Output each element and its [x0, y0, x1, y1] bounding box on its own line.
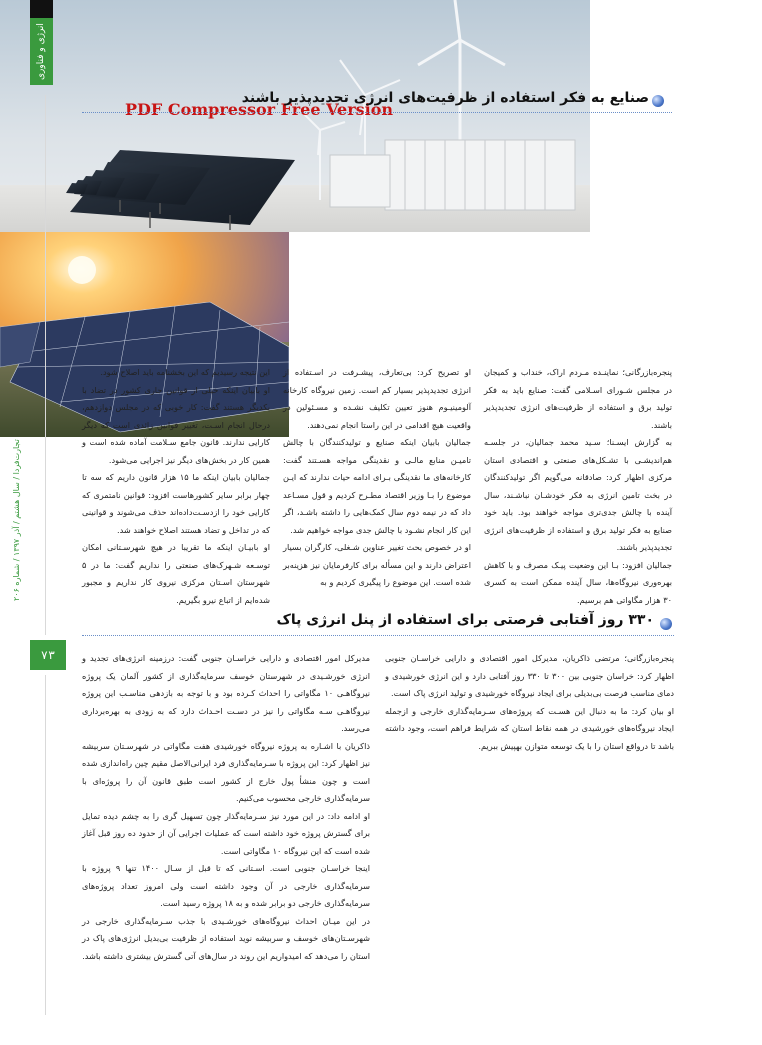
issue-info-label: تجارت‌فردا / سال هشتم / آذر ۱۳۹۷ / شماره ۲۰۶	[12, 439, 21, 601]
paragraph: او در خصوص بحث تغییر عناوین شـغلی، کارگران بسیار اعتراض دارند و این مسأله برای کارفرمایان نیز هزینه‌بر شده است. این موضوع را پیگیری کردیم و به	[283, 542, 471, 587]
section-tab-cap	[30, 0, 53, 18]
section-tab-label: انرژی و فناوری	[36, 23, 46, 80]
paragraph: او تصریح کرد: بی‌تعارف، پیشـرفت در اسـتفاده از انرژی تجدیدپذیر بسیار کم است. زمین نیروگاه کارخانه آلومینیـوم هنوز تعیین تکلیف نشـده و مسـئولین در واقعیت هیچ اقدامی در این راستا انجام نمی‌دهند.	[283, 367, 471, 430]
paragraph: پنجره‌بازرگانی؛ نماینـده مـردم اراک، خنداب و کمیجان در مجلس شـورای اسـلامی گفت: صنایع باید به فکر تولید برق و استفاده از ظرفیت‌های انرژی تجدیدپذیر باشند.	[484, 367, 672, 430]
paragraph: او بابیان اینکه خیلی از قوانین جاری کشور در تضاد با یکدیگر هستند گفت: کار خوبی که در مجلس دوازدهم، درحال انجام اسـت، تغییر قوانین زائدی است که دیگر کارایی ندارند. قانون جامع سـلامت آماده شده است و همین کار در بخش‌های دیگر نیز اجرایی می‌شود.	[82, 384, 270, 465]
paragraph: جمالیان بابیان اینکه صنایع و تولیدکنندگان با چالش تامیـن منابع مالـی و نقدینگی مواجه هسـتند گفت: کارخانه‌های ما نقدینگی بـرای ادامه حیات ندارند که ایـن موضوع را بـا وزیر اقتصاد مطـرح کردیم و قول مسـاعد داد که در نیمه دوم سال کمک‌هایی را داشته باشـد، اگر این کار انجام نشـود با چالش جدی مواجه خواهیم شد.	[283, 437, 471, 535]
paragraph: جمالیان افزود: بـا این وضعیت پیـک مصرف و با کاهش بهره‌وری نیروگاه‌ها، سال آینده ممکن است به کسری ۳۰ هزار مگاواتی هم برسیم.	[484, 559, 672, 605]
paragraph: او ادامه داد: در این مورد نیز سـرمایه‌گذار چون تسهیل گری را به چشم دیده تمایل برای گسترش پروژه خود داشته است که عملیات اجرایی آن از حدود ده روز قبل آغاز شده است که این نیروگاه ۱۰ مگاواتی است.	[82, 810, 370, 856]
article1-column-right	[484, 364, 672, 609]
margin-rule-lower	[45, 675, 46, 1015]
paragraph: در این میـان احداث نیروگاه‌های خورشـیدی با جذب سـرمایه‌گذاری خارجی در شهرسـتان‌های خوسف و سربیشه نوید استفاده از ظرفیت بی‌بدیل انرژی‌های پاک در استان را می‌دهد که امیدواریم این روند در سال‌های آتی گسترش بیشتری داشته باشد.	[82, 915, 370, 961]
article1-title: صنایع به فکر استفاده از ظرفیت‌های انرژی تجدیدپذیر باشند	[241, 90, 649, 106]
heading-underline	[82, 112, 672, 113]
paragraph: به گزارش ایسـنا؛ سـید محمد جمالیان، در جلسـه هم‌اندیشـی با تشـکل‌های صنعتی و اقتصادی استان مرکزی اظهار کرد: صادقانه می‌گویم اگر تولیدکنندگان در بخث تامین انرژی به فکر خودشـان نباشـند، سال آینده با چالش جدی‌تری مواجه خواهند بود. باید خود صنایع به فکر تولید برق و استفاده از ظرفیت‌های انرژی تجدیدپذیر باشند.	[484, 437, 672, 552]
blue-globe-bullet-icon	[652, 95, 664, 107]
article1-column-middle	[283, 364, 471, 592]
paragraph: جمالیان بابیان اینکه ما ۱۵ هزار قانون داریم که سه تا چهار برابر سایر کشورهاست افزود: قوانین نامتمری که کارایی خود را ازدسـت‌داده‌اند حذف می‌شوند و قوانینی که در تداخل و تضاد هستند اصلاح خواهند شد.	[82, 472, 270, 535]
paragraph: او بیان کرد: ما به دنبال این هسـت که پروژه‌های سـرمایه‌گذاری خارجی و ازجمله ایجاد نیروگاه‌های خورشیدی در همه نقاط استان که شرایط فراهم است، وجود داشته باشد تا درواقع استان را با یک توسعه متوازن بهپیش ببریم.	[385, 705, 674, 751]
paragraph: او بابیـان اینکه ما تقریبا در هیچ شهرسـتانی امکان توسـعه شـهرک‌های صنعتی را نداریم گفت: ما در ۵ شهرستان اسـتان مرکزی نیروی کار نداریم و مجبور شده‌ایم از اتباع نیرو بگیریم.	[82, 542, 270, 605]
heading-underline	[82, 635, 674, 636]
article2-title: ۳۳۰ روز آفتابی فرصتی برای استفاده از پنل انرژی پاک	[276, 612, 654, 628]
page-number: ۷۳	[30, 640, 66, 670]
article2-column-right	[385, 650, 674, 755]
paragraph: مدیرکل امور اقتصادی و دارایی خراسـان جنوبی گفت: درزمینه انرژی‌های تجدید و انرژی خورشـیدی در شهرستان خوسف سرمایه‌گذاری از کشور آلمان یک پروژه نیروگاهـی ۱۰ مگاواتی را احداث کـرده بود و با توجه به بازدهی مناسـب این پروژه نیروگاهـی سـه مگاواتی را نیز در دسـت احـداث دارد که به زودی به بهره‌برداری می‌رسد.	[82, 653, 370, 733]
paragraph: ذاکریان با اشـاره به پروژه نیروگاه خورشیدی هفت مگاواتی در شهرسـتان سربیشه نیز اظهار کرد: این پروژه با سـرمایه‌گذاری فرد ایرانی‌الاصل مقیم چین راه‌اندازی شده است و چون منشأ پول خارج از کشور است طبق قانون آن را پروژه‌ای با سرمایه‌گذاری خارجی محسوب می‌کنیم.	[82, 740, 370, 803]
article2-column-left	[82, 650, 370, 965]
article1-column-left	[82, 364, 270, 609]
paragraph: پنجره‌بازرگانی؛ مرتضی ذاکریان، مدیرکل امور اقتصادی و دارایی خراسـان جنوبی اظهار کرد: خراسان جنوبی بین ۳۰۰ تا ۳۳۰ روز آفتابی دارد و این انرژی خورشیدی و دمای مناسب فرصت بی‌بدیلی برای ایجاد نیروگاه خورشیدی و تولید انرژی پاک است.	[385, 653, 674, 698]
paragraph: اینجا خراسـان جنوبی است. اسـتانی که تا قبل از سـال ۱۴۰۰ تنها ۹ پروژه با سرمایه‌گذاری خارجی در آن وجود داشته است ولی امروز تعداد پروژه‌های سرمایه‌گذاری خارجی دو برابر شده و به ۱۸ پروژه رسید است.	[82, 863, 370, 908]
paragraph: این نتیجه رسیدیم که این بخشنامه باید اصلاح شود.	[100, 367, 270, 377]
watermark-text: PDF Compressor Free Version	[125, 100, 394, 119]
margin-rule	[45, 95, 46, 635]
blue-globe-bullet-icon	[660, 618, 672, 630]
